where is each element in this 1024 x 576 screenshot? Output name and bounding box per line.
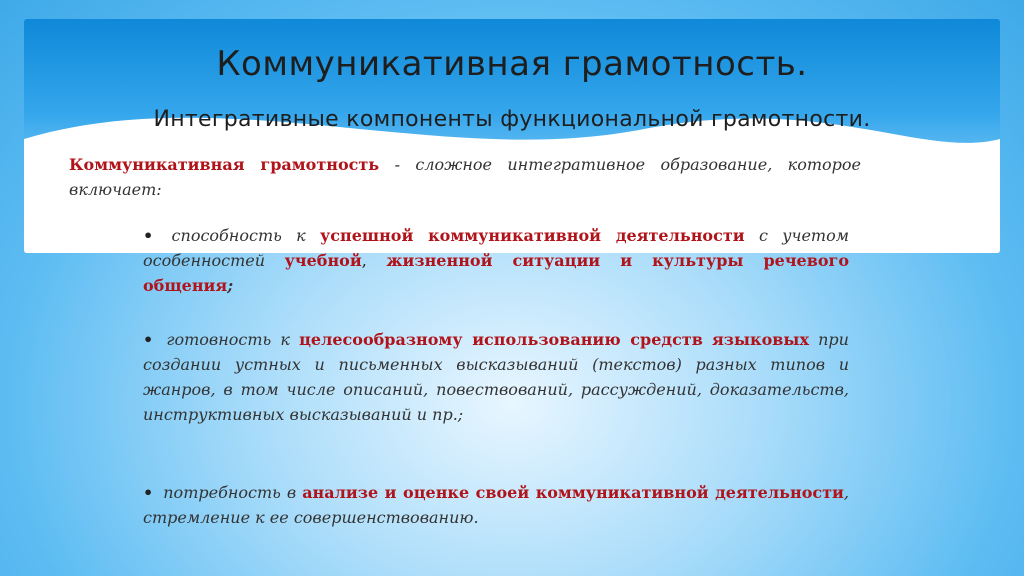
bullet-1-key3: жизненной ситуации и культуры речевого общения <box>143 251 849 295</box>
bullet-2-key: целесообразному использованию средств <box>299 330 703 349</box>
slide-subtitle: Интегративные компоненты функциональной грамотности. <box>153 107 871 132</box>
bullet-marker: • <box>143 226 154 245</box>
lead-dash: - <box>394 155 400 174</box>
bullet-1-key2: учебной <box>284 251 362 270</box>
bullet-2 <box>143 327 849 427</box>
bullet-2-key2: языковых <box>711 330 809 349</box>
bullet-3-rest: , стремление к ее совершенствованию. <box>143 483 849 527</box>
bullet-1-sep: , <box>361 251 367 270</box>
bullet-3-intro: потребность в <box>163 483 297 502</box>
bullet-marker: • <box>143 483 154 502</box>
bullet-1-key: успешной коммуникативной деятельности <box>320 226 745 245</box>
lead-definition: сложное интегративное образование, которое включает: <box>69 155 862 199</box>
bullet-3 <box>143 480 849 530</box>
bullet-2-intro: готовность к <box>166 330 290 349</box>
slide-title: Коммуникативная грамотность. <box>216 44 808 84</box>
bullet-1-mid: с учетом особенностей <box>143 226 849 270</box>
lead-paragraph <box>69 152 861 202</box>
bullet-1-end: ; <box>227 276 234 295</box>
bullet-3-key: анализе и оценке своей коммуникативной деятельности <box>302 483 844 502</box>
bullet-1-intro: способность к <box>171 226 306 245</box>
lead-term: Коммуникативная грамотность <box>69 155 380 174</box>
bullet-marker: • <box>143 330 154 349</box>
bullet-1 <box>143 223 849 298</box>
bullet-2-rest: при создании устных и письменных высказываний (текстов) разных типов и жанров, в том числе описаний, повествований, рассуждений, доказательств, инструктивных высказываний и пр.; <box>143 330 849 424</box>
